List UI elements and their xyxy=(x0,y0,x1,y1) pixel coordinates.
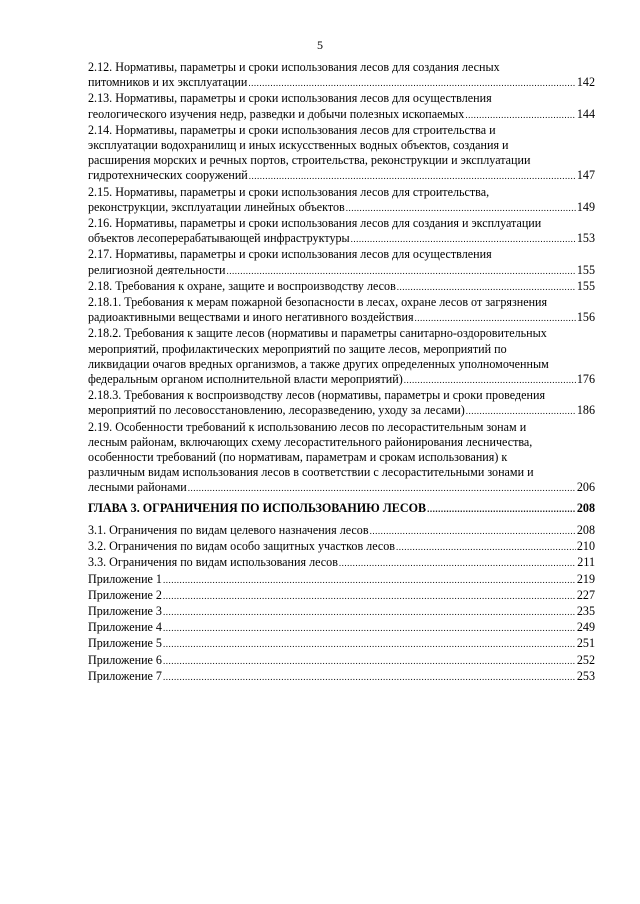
dot-leader xyxy=(396,540,576,555)
toc-entry[interactable] xyxy=(88,91,595,122)
toc-entry-line: 2.13. Нормативы, параметры и сроки использования лесов для осуществления xyxy=(88,91,492,106)
dot-leader xyxy=(163,621,576,636)
toc-page-number: 149 xyxy=(576,199,595,214)
toc-entry[interactable] xyxy=(88,588,595,604)
table-of-contents xyxy=(88,60,595,685)
toc-entry[interactable] xyxy=(88,572,595,588)
toc-entry-leader-line xyxy=(88,310,595,326)
toc-entry-leader-line xyxy=(88,555,595,571)
dot-leader xyxy=(163,654,576,669)
toc-entry-leader-line xyxy=(88,523,595,539)
toc-page-number: 227 xyxy=(576,587,595,602)
dot-leader xyxy=(339,556,576,571)
toc-chapter-title: ГЛАВА 3. ОГРАНИЧЕНИЯ ПО ИСПОЛЬЗОВАНИЮ ЛЕСОВ xyxy=(88,500,427,515)
toc-page-number: 253 xyxy=(576,668,595,683)
toc-entry-leader-line xyxy=(88,107,595,123)
toc-entry-title: Приложение 4 xyxy=(88,620,162,635)
toc-entry[interactable] xyxy=(88,539,595,555)
toc-entry-title: Приложение 6 xyxy=(88,652,162,667)
toc-entry[interactable] xyxy=(88,604,595,620)
toc-page-number: 252 xyxy=(576,652,595,667)
toc-entry-title: Приложение 7 xyxy=(88,668,162,683)
toc-entry-title: лесными районами xyxy=(88,480,187,495)
toc-entry-line: 2.18.3. Требования к воспроизводству лесов (нормативы, параметры и сроки проведения xyxy=(88,388,546,403)
toc-entry-title: геологического изучения недр, разведки и добычи полезных ископаемых xyxy=(88,106,465,121)
dot-leader xyxy=(415,311,576,326)
toc-entry-title: Приложение 3 xyxy=(88,603,162,618)
toc-entry[interactable] xyxy=(88,247,595,278)
toc-entry[interactable] xyxy=(88,295,595,326)
dot-leader xyxy=(163,637,576,652)
toc-page-number: 249 xyxy=(576,620,595,635)
toc-page-number: 208 xyxy=(576,500,595,515)
toc-entry-title: гидротехнических сооружений xyxy=(88,168,248,183)
toc-entry-leader-line xyxy=(88,263,595,279)
toc-entry-title: радиоактивными веществами и иного негативного воздействия xyxy=(88,310,414,325)
toc-entry-leader-line xyxy=(88,168,595,184)
toc-page-number: 144 xyxy=(576,106,595,121)
toc-entry-line: эксплуатации водохранилищ и иных искусственных водных объектов, создания и xyxy=(88,138,509,153)
dot-leader xyxy=(163,573,576,588)
toc-page-number: 155 xyxy=(576,262,595,277)
toc-entry[interactable] xyxy=(88,555,595,571)
toc-page-number: 219 xyxy=(576,571,595,586)
toc-entry-line: 2.18.1. Требования к мерам пожарной безопасности в лесах, охране лесов от загрязнения xyxy=(88,295,548,310)
toc-entry[interactable] xyxy=(88,523,595,539)
toc-entry-title: 3.1. Ограничения по видам целевого назначения лесов xyxy=(88,522,369,537)
dot-leader xyxy=(163,605,576,620)
toc-entry-line: особенности требований (по нормативам, параметрам и срокам использования) к xyxy=(88,450,508,465)
toc-entry-leader-line xyxy=(88,231,595,247)
toc-entry-title: Приложение 5 xyxy=(88,636,162,651)
toc-entry-title: мероприятий по лесовосстановлению, лесоразведению, уходу за лесами) xyxy=(88,403,465,418)
page-number: 5 xyxy=(317,38,323,52)
toc-page-number: 147 xyxy=(576,168,595,183)
toc-entry-leader-line xyxy=(88,480,595,496)
toc-entry-title: 3.2. Ограничения по видам особо защитных участков лесов xyxy=(88,539,396,554)
toc-entry-title: религиозной деятельности xyxy=(88,262,226,277)
toc-entry-title: Приложение 1 xyxy=(88,571,162,586)
toc-entry[interactable] xyxy=(88,620,595,636)
toc-entry-leader-line xyxy=(88,200,595,216)
toc-entry-leader-line xyxy=(88,403,595,419)
toc-entry-title: 2.18. Требования к охране, защите и воспроизводству лесов xyxy=(88,278,396,293)
dot-leader xyxy=(465,108,576,123)
toc-entry-leader-line xyxy=(88,636,595,652)
toc-entry-line: расширения морских и речных портов, строительства, реконструкции и эксплуатации xyxy=(88,153,531,168)
toc-page-number: 176 xyxy=(576,372,595,387)
dot-leader xyxy=(249,169,576,184)
toc-page-number: 186 xyxy=(576,403,595,418)
dot-leader xyxy=(427,502,576,517)
toc-entry[interactable] xyxy=(88,388,595,419)
toc-entry-title: реконструкции, эксплуатации линейных объектов xyxy=(88,199,345,214)
toc-entry[interactable] xyxy=(88,279,595,295)
toc-entry-title: питомников и их эксплуатации xyxy=(88,75,248,90)
toc-entry-line: 2.15. Нормативы, параметры и сроки использования лесов для строительства, xyxy=(88,184,490,199)
toc-entry-leader-line xyxy=(88,604,595,620)
toc-page-number: 251 xyxy=(576,636,595,651)
toc-chapter-leader-line xyxy=(88,501,595,517)
toc-entry-leader-line xyxy=(88,588,595,604)
dot-leader xyxy=(370,524,576,539)
toc-entry-title: федеральным органом исполнительной власти мероприятий) xyxy=(88,372,403,387)
dot-leader xyxy=(466,404,576,419)
toc-entry-leader-line xyxy=(88,669,595,685)
toc-entry[interactable] xyxy=(88,123,595,185)
toc-page-number: 155 xyxy=(576,278,595,293)
toc-page-number: 208 xyxy=(576,522,595,537)
toc-entry-line: 2.14. Нормативы, параметры и сроки использования лесов для строительства и xyxy=(88,122,496,137)
toc-entry-title: объектов лесоперерабатывающей инфраструктуры xyxy=(88,231,350,246)
dot-leader xyxy=(248,76,575,91)
dot-leader xyxy=(163,670,576,685)
toc-entry-line: лесным районам, включающих схему лесорастительного районирования лесничества, xyxy=(88,434,533,449)
toc-chapter-heading[interactable] xyxy=(88,501,595,517)
toc-entry-leader-line xyxy=(88,539,595,555)
toc-entry[interactable] xyxy=(88,185,595,216)
dot-leader xyxy=(397,280,576,295)
dot-leader xyxy=(351,232,576,247)
toc-entry-line: 2.12. Нормативы, параметры и сроки использования лесов для создания лесных xyxy=(88,60,500,74)
dot-leader xyxy=(404,373,576,388)
toc-entry-line: 2.17. Нормативы, параметры и сроки использования лесов для осуществления xyxy=(88,247,492,262)
toc-entry[interactable] xyxy=(88,326,595,388)
toc-entry-line: мероприятий, профилактических мероприятий по защите лесов, мероприятий по xyxy=(88,341,507,356)
toc-entry[interactable] xyxy=(88,636,595,652)
toc-entry-leader-line xyxy=(88,572,595,588)
toc-page-number: 206 xyxy=(576,480,595,495)
toc-entry-leader-line xyxy=(88,620,595,636)
toc-page-number: 142 xyxy=(576,75,595,90)
toc-entry-leader-line xyxy=(88,75,595,91)
toc-entry[interactable] xyxy=(88,216,595,247)
toc-entry-title: 3.3. Ограничения по видам использования лесов xyxy=(88,555,338,570)
toc-entry-line: 2.19. Особенности требований к использованию лесов по лесорастительным зонам и xyxy=(88,419,527,434)
toc-entry-leader-line xyxy=(88,279,595,295)
toc-entry-title: Приложение 2 xyxy=(88,587,162,602)
toc-entry[interactable] xyxy=(88,669,595,685)
toc-entry-leader-line xyxy=(88,372,595,388)
toc-entry-line: ликвидации очагов вредных организмов, а также других определенных уполномоченным xyxy=(88,356,549,371)
toc-entry-line: 2.16. Нормативы, параметры и сроки использования лесов для создания и эксплуатации xyxy=(88,216,542,231)
toc-page-number: 210 xyxy=(576,539,595,554)
toc-entry-line: 2.18.2. Требования к защите лесов (нормативы и параметры санитарно-оздоровительных xyxy=(88,326,547,341)
toc-entry[interactable] xyxy=(88,420,595,497)
toc-page-number: 156 xyxy=(576,310,595,325)
toc-entry-line: различным видам использования лесов в соответствии с лесорастительными зонами и xyxy=(88,465,534,480)
dot-leader xyxy=(346,201,576,216)
toc-entry[interactable] xyxy=(88,60,595,91)
toc-entry[interactable] xyxy=(88,653,595,669)
toc-page-number: 153 xyxy=(576,231,595,246)
toc-entry-leader-line xyxy=(88,653,595,669)
dot-leader xyxy=(163,589,576,604)
toc-page-number: 211 xyxy=(577,555,595,570)
dot-leader xyxy=(188,481,576,496)
toc-page-number: 235 xyxy=(576,603,595,618)
dot-leader xyxy=(226,264,575,279)
